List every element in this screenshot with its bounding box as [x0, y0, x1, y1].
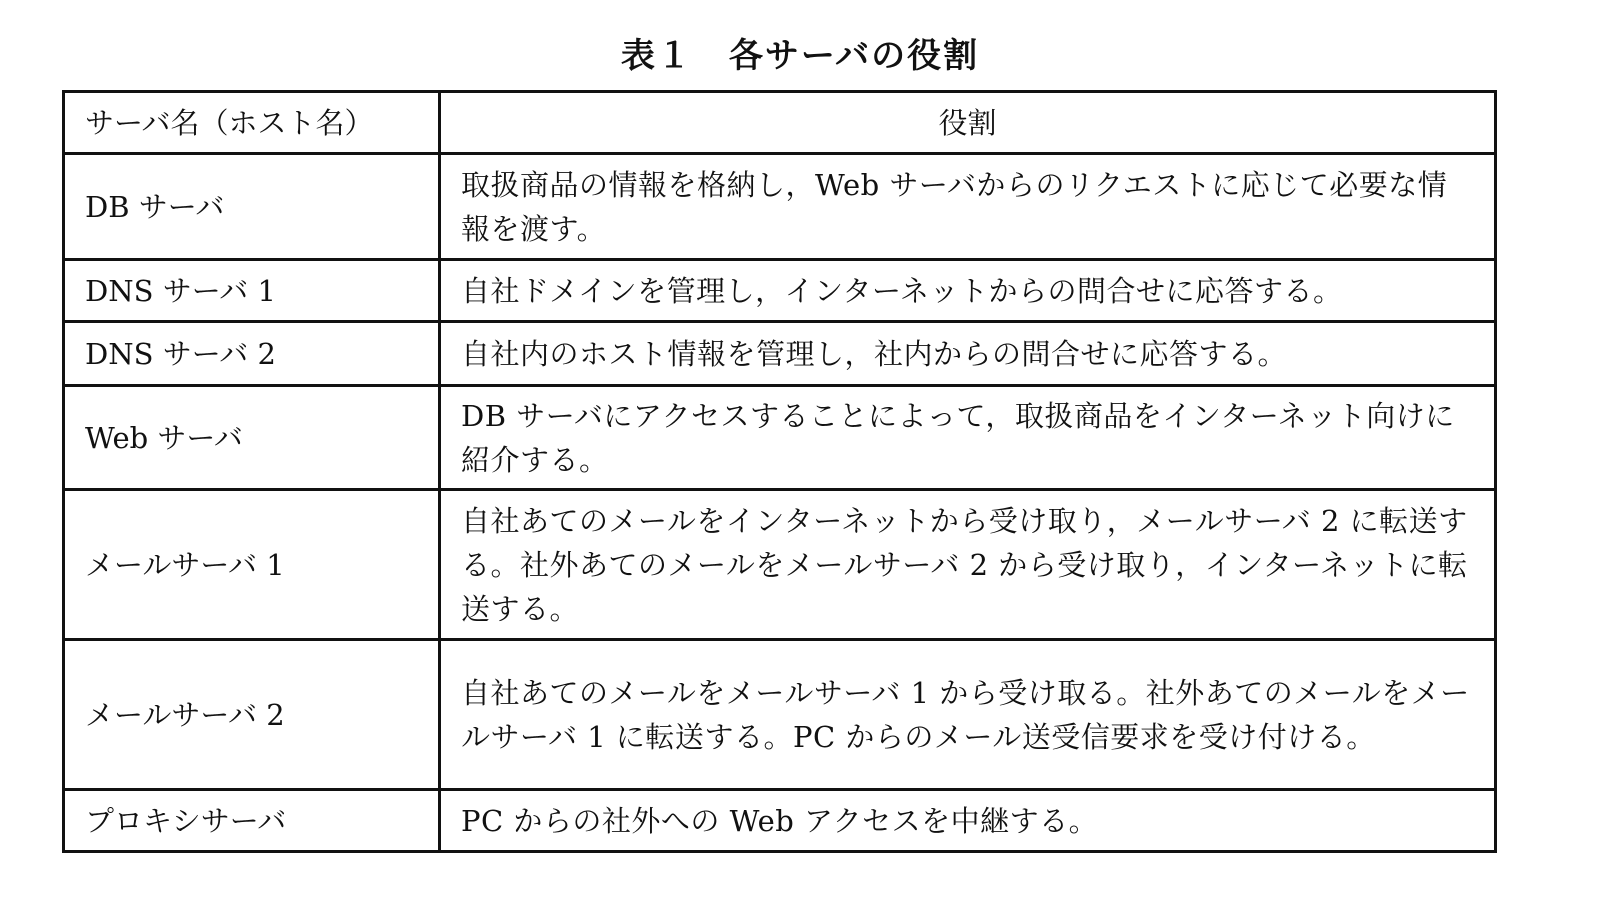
server-role-cell: 自社内のホスト情報を管理し，社内からの問合せに応答する。	[440, 322, 1496, 386]
server-role-cell: 自社あてのメールをインターネットから受け取り，メールサーバ 2 に転送する。社外あてのメールをメールサーバ 2 から受け取り，インターネットに転送する。	[440, 490, 1496, 640]
server-name-cell: Web サーバ	[64, 386, 440, 490]
server-name-cell: DNS サーバ 1	[64, 260, 440, 322]
table-header-row	[64, 92, 1496, 154]
table-row	[64, 322, 1496, 386]
server-role-cell: 自社あてのメールをメールサーバ 1 から受け取る。社外あてのメールをメールサーバ 1 に転送する。PC からのメール送受信要求を受け付ける。	[440, 640, 1496, 790]
server-name-cell: メールサーバ 1	[64, 490, 440, 640]
server-role-cell: 取扱商品の情報を格納し，Web サーバからのリクエストに応じて必要な情報を渡す。	[440, 154, 1496, 260]
table-row	[64, 790, 1496, 852]
server-name-cell: DNS サーバ 2	[64, 322, 440, 386]
table-row	[64, 640, 1496, 790]
table-row	[64, 154, 1496, 260]
table-row	[64, 386, 1496, 490]
table-row	[64, 490, 1496, 640]
server-name-cell: DB サーバ	[64, 154, 440, 260]
table-title: 表１ 各サーバの役割	[620, 36, 980, 76]
table-row	[64, 260, 1496, 322]
server-name-cell: プロキシサーバ	[64, 790, 440, 852]
server-role-cell: PC からの社外への Web アクセスを中継する。	[440, 790, 1496, 852]
server-roles-table	[62, 90, 1497, 853]
header-role: 役割	[440, 92, 1496, 154]
server-role-cell: DB サーバにアクセスすることによって，取扱商品をインターネット向けに紹介する。	[440, 386, 1496, 490]
server-role-cell: 自社ドメインを管理し，インターネットからの問合せに応答する。	[440, 260, 1496, 322]
server-name-cell: メールサーバ 2	[64, 640, 440, 790]
header-server-name: サーバ名（ホスト名）	[64, 92, 440, 154]
